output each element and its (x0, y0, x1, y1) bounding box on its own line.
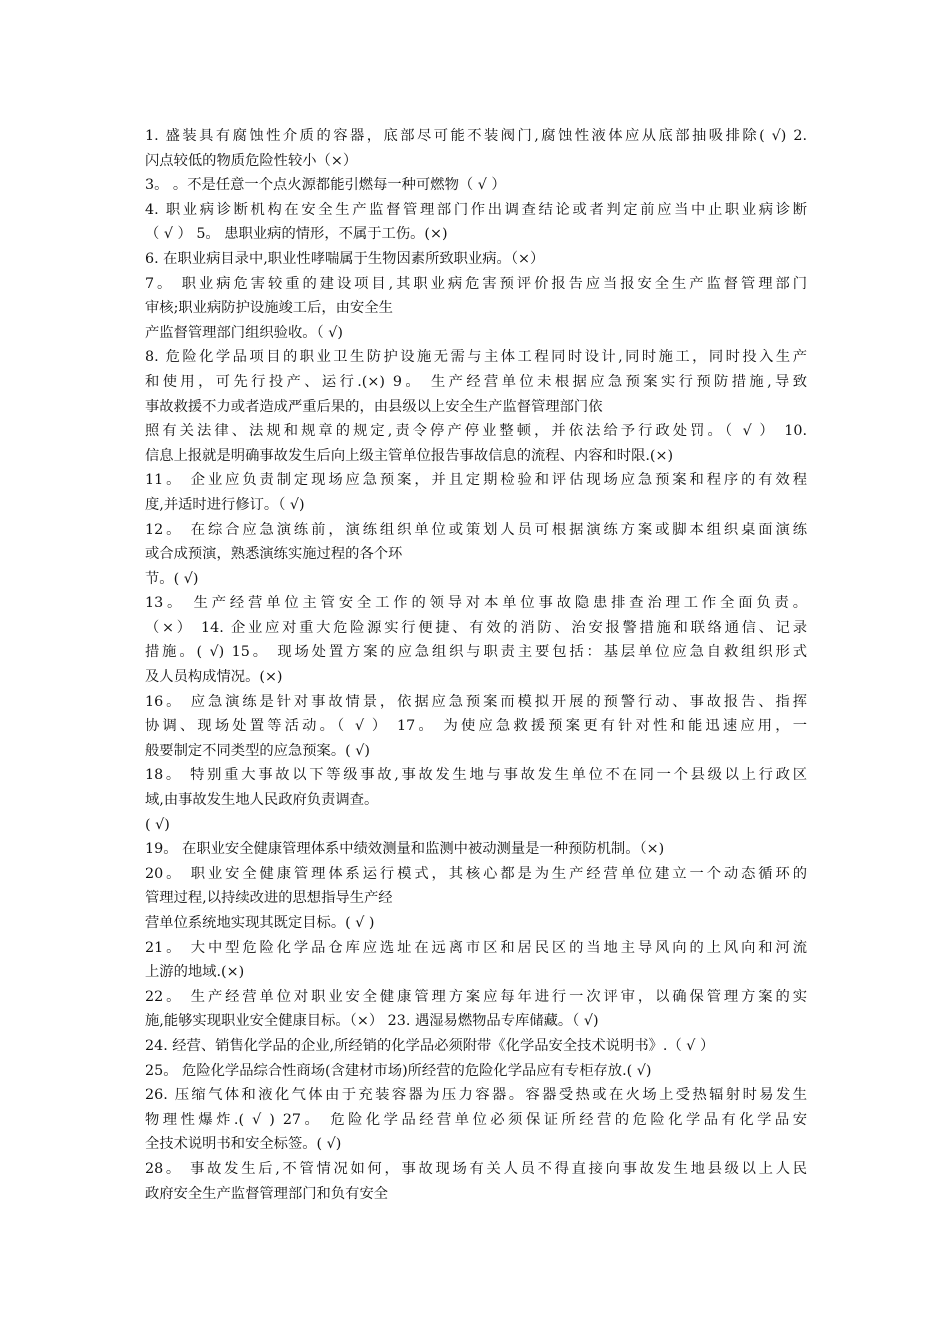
text-line: （ √ ） 5。 患职业病的情形，不属于工伤。(×) (145, 226, 448, 243)
text-line: ( √) (145, 816, 170, 833)
text-line: 或合成预演，熟悉演练实施过程的各个环 (145, 546, 403, 563)
text-line: 6. 在职业病目录中,职业性哮喘属于生物因素所致职业病。（×） (145, 250, 545, 267)
text-line: 审核;职业病防护设施竣工后，由安全生 (145, 300, 393, 317)
text-line: 域,由事故发生地人民政府负责调查。 (145, 792, 379, 809)
text-line: 协调、现场处置等活动。（ √ ） 17。 为使应急救援预案更有针对性和能迅速应用，一 (145, 718, 807, 735)
text-line: 18。 特别重大事故以下等级事故,事故发生地与事故发生单位不在同一个县级以上行政区 (145, 767, 807, 784)
text-line: 26. 压缩气体和液化气体由于充装容器为压力容器。容器受热或在火场上受热辐射时易发生 (145, 1087, 807, 1104)
text-line: 13。 生产经营单位主管安全工作的领导对本单位事故隐患排查治理工作全面负责。 (145, 595, 807, 612)
text-line: 19。 在职业安全健康管理体系中绩效测量和监测中被动测量是一种预防机制。（×) (145, 841, 665, 858)
text-line: 24. 经营、销售化学品的企业,所经销的化学品必须附带《化学品安全技术说明书》.（ √ ） (145, 1037, 715, 1054)
text-line: 信息上报就是明确事故发生后向上级主管单位报告事故信息的流程、内容和时限.(×) (145, 447, 674, 464)
text-line: 16。 应急演练是针对事故情景，依据应急预案而模拟开展的预警行动、事故报告、指挥 (145, 693, 807, 710)
text-line: 21。 大中型危险化学品仓库应选址在远离市区和居民区的当地主导风向的上风向和河流 (145, 939, 807, 956)
text-line: 11。 企业应负责制定现场应急预案，并且定期检验和评估现场应急预案和程序的有效程 (145, 472, 807, 489)
document-body (145, 124, 807, 1206)
text-line: 20。 职业安全健康管理体系运行模式，其核心都是为生产经营单位建立一个动态循环的 (145, 865, 807, 882)
text-line: 4. 职业病诊断机构在安全生产监督管理部门作出调查结论或者判定前应当中止职业病诊断 (145, 201, 807, 218)
text-line: 7。 职业病危害较重的建设项目,其职业病危害预评价报告应当报安全生产监督管理部门 (145, 275, 807, 292)
text-line: 和使用，可先行投产、运行.(×) 9。 生产经营单位未根据应急预案实行预防措施,导致 (145, 373, 807, 390)
text-line: 1. 盛装具有腐蚀性介质的容器，底部尽可能不装阀门,腐蚀性液体应从底部抽吸排除( √) 2. (145, 128, 807, 144)
text-line: 政府安全生产监督管理部门和负有安全 (145, 1185, 389, 1202)
text-line: 营单位系统地实现其既定目标。( √ ) (145, 915, 375, 931)
text-line: 节。( √) (145, 570, 199, 587)
text-line: 28。 事故发生后,不管情况如何，事故现场有关人员不得直接向事故发生地县级以上人民 (145, 1160, 807, 1177)
text-line: 3。 。不是任意一个点火源都能引燃每一种可燃物（ √ ） (145, 177, 506, 194)
text-line: 般要制定不同类型的应急预案。( √) (145, 742, 370, 759)
text-line: 照有关法律、法规和规章的规定,责令停产停业整顿，并依法给予行政处罚。（ √ ） 10. (145, 423, 807, 440)
text-line: 措施。( √) 15。 现场处置方案的应急组织与职责主要包括：基层单位应急自救组织形式 (145, 644, 807, 661)
text-line: （×） 14. 企业应对重大危险源实行便捷、有效的消防、治安报警措施和联络通信、记录 (145, 619, 807, 636)
text-line: 全技术说明书和安全标签。( √) (145, 1136, 342, 1153)
text-line: 度,并适时进行修订。（ √) (145, 496, 305, 513)
text-line: 22。 生产经营单位对职业安全健康管理方案应每年进行一次评审，以确保管理方案的实 (145, 988, 807, 1005)
text-line: 事故救援不力或者造成严重后果的，由县级以上安全生产监督管理部门依 (145, 398, 603, 415)
text-line: 25。 危险化学品综合性商场(含建材市场)所经营的危险化学品应有专柜存放.( √) (145, 1062, 652, 1079)
text-line: 产监督管理部门组织验收。（ √) (145, 324, 343, 341)
text-line: 管理过程,以持续改进的思想指导生产经 (145, 890, 393, 907)
text-line: 8. 危险化学品项目的职业卫生防护设施无需与主体工程同时设计,同时施工，同时投入生产 (145, 349, 807, 366)
text-line: 及人员构成情况。(×) (145, 669, 283, 686)
text-line: 12。 在综合应急演练前，演练组织单位或策划人员可根据演练方案或脚本组织桌面演练 (145, 521, 807, 538)
text-line: 施,能够实现职业安全健康目标。（×） 23. 遇湿易燃物品专库储藏。（ √) (145, 1013, 599, 1030)
text-line: 闪点较低的物质危险性较小（×） (145, 152, 358, 169)
text-line: 物理性爆炸.( √ ) 27。 危险化学品经营单位必须保证所经营的危险化学品有化学品安 (145, 1111, 807, 1128)
text-line: 上游的地域.(×) (145, 964, 245, 981)
